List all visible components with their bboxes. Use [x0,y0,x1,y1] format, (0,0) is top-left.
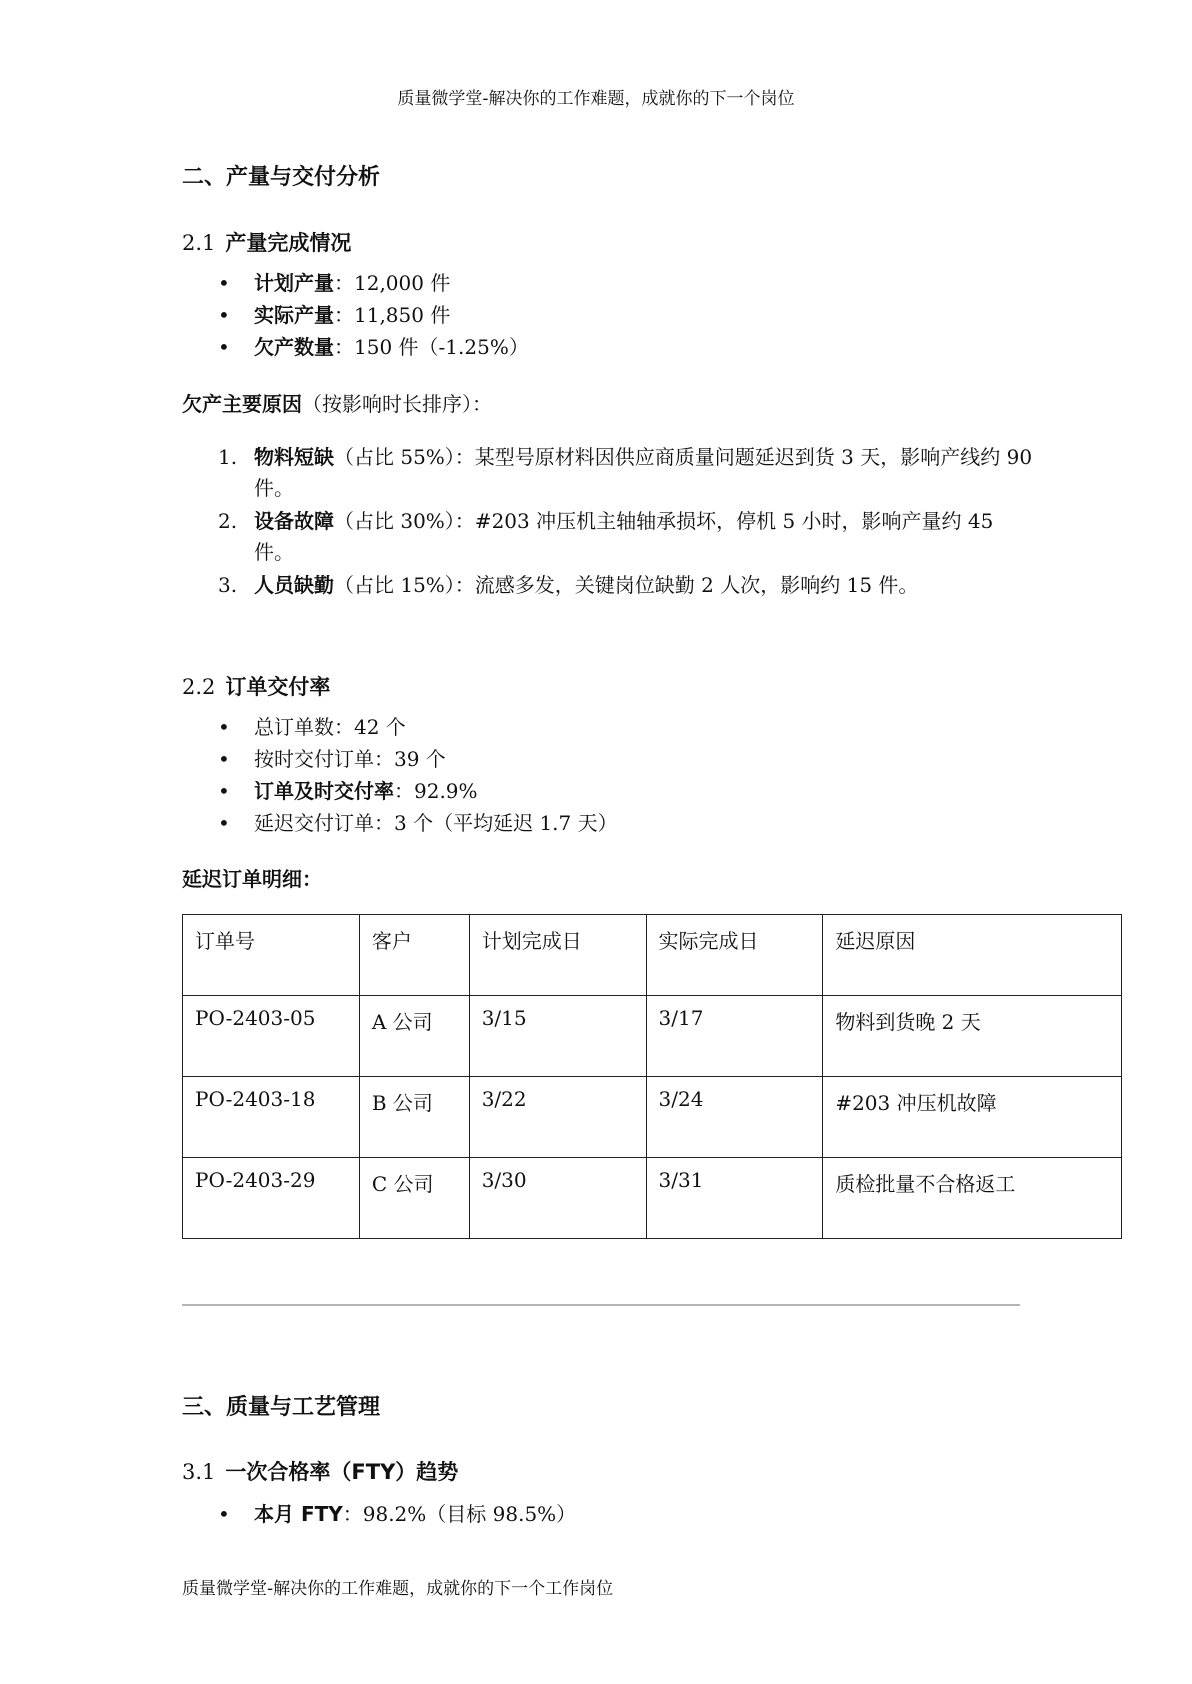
reason-label: 人员缺勤 [254,573,334,597]
table-cell: 3/17 [646,996,823,1077]
section-3-1-number: 3.1 [182,1460,216,1484]
table-cell: 3/31 [646,1158,823,1239]
stat-label: 计划产量 [254,271,334,295]
list-item [218,267,529,299]
table-cell: 3/30 [469,1158,646,1239]
section-2-2-title: 订单交付率 [225,675,331,699]
list-item [218,299,529,331]
table-row [183,1158,1122,1239]
table-cell: C 公司 [359,1158,469,1239]
table-cell: 物料到货晚 2 天 [823,996,1122,1077]
page-header: 质量微学堂-解决你的工作难题，成就你的下一个岗位 [397,89,795,109]
shortfall-reasons-heading [182,388,492,417]
reason-label: 设备故障 [254,509,334,533]
list-item [218,442,1034,504]
table-cell: PO-2403-29 [183,1158,360,1239]
section-2-2-heading [182,671,330,701]
table-cell: 质检批量不合格返工 [823,1158,1122,1239]
item-number: 2. [218,509,238,533]
fty-stats-list [218,1498,576,1530]
list-item [218,1498,576,1530]
production-stats-list [218,267,529,363]
list-item [218,711,618,743]
stat-label: 订单及时交付率 [254,779,394,803]
horizontal-divider [182,1304,1020,1306]
table-cell: 3/15 [469,996,646,1077]
table-header-row [183,915,1122,996]
reason-text: （占比 30%）：#203 冲压机主轴轴承损坏，停机 5 小时，影响产量约 45 件。 [254,509,994,564]
table-row [183,996,1122,1077]
stat-label: 本月 FTY [254,1502,343,1526]
stat-value: ：98.2%（目标 98.5%） [342,1502,577,1526]
section-2-1-number: 2.1 [182,231,216,255]
table-cell: #203 冲压机故障 [823,1077,1122,1158]
stat-value: ：92.9% [394,779,478,803]
section-3-1-heading [182,1456,458,1486]
column-header: 延迟原因 [823,915,1122,996]
table-cell: 3/24 [646,1077,823,1158]
table-row [183,1077,1122,1158]
list-item [218,506,1034,568]
shortfall-reasons-list [218,442,1034,601]
reason-label: 物料短缺 [254,445,334,469]
stat-value: 总订单数：42 个 [254,715,406,739]
table-cell: 3/22 [469,1077,646,1158]
stat-value: ：11,850 件 [334,303,451,327]
column-header: 计划完成日 [469,915,646,996]
delivery-stats-list [218,711,618,839]
section-2-1-title: 产量完成情况 [225,231,352,255]
stat-value: ：12,000 件 [334,271,451,295]
shortfall-reasons-note: （按影响时长排序）： [302,392,492,416]
reason-text: （占比 15%）：流感多发，关键岗位缺勤 2 人次，影响约 15 件。 [334,573,919,597]
stat-label: 欠产数量 [254,335,334,359]
list-item [218,775,618,807]
shortfall-reasons-title: 欠产主要原因 [182,392,302,416]
section-2-1-heading [182,227,351,257]
section-2-2-number: 2.2 [182,675,216,699]
table-cell: B 公司 [359,1077,469,1158]
column-header: 订单号 [183,915,360,996]
stat-value: 按时交付订单：39 个 [254,747,446,771]
column-header: 实际完成日 [646,915,823,996]
table-cell: PO-2403-18 [183,1077,360,1158]
delayed-orders-title: 延迟订单明细： [182,867,322,891]
section-3-title: 三、质量与工艺管理 [182,1395,381,1420]
reason-text: （占比 55%）：某型号原材料因供应商质量问题延迟到货 3 天，影响产线约 90 件。 [254,445,1033,500]
column-header: 客户 [359,915,469,996]
list-item [218,807,618,839]
list-item [218,570,1034,601]
stat-value: 延迟交付订单：3 个（平均延迟 1.7 天） [254,811,618,835]
stat-label: 实际产量 [254,303,334,327]
page-footer: 质量微学堂-解决你的工作难题，成就你的下一个工作岗位 [182,1579,614,1599]
item-number: 1. [218,445,238,469]
section-3-1-title: 一次合格率（FTY）趋势 [225,1460,459,1484]
stat-value: ：150 件（-1.25%） [334,335,529,359]
delayed-orders-table [182,914,1122,1239]
table-cell: A 公司 [359,996,469,1077]
table-cell: PO-2403-05 [183,996,360,1077]
item-number: 3. [218,573,238,597]
list-item [218,331,529,363]
section-2-title: 二、产量与交付分析 [182,165,381,190]
list-item [218,743,618,775]
